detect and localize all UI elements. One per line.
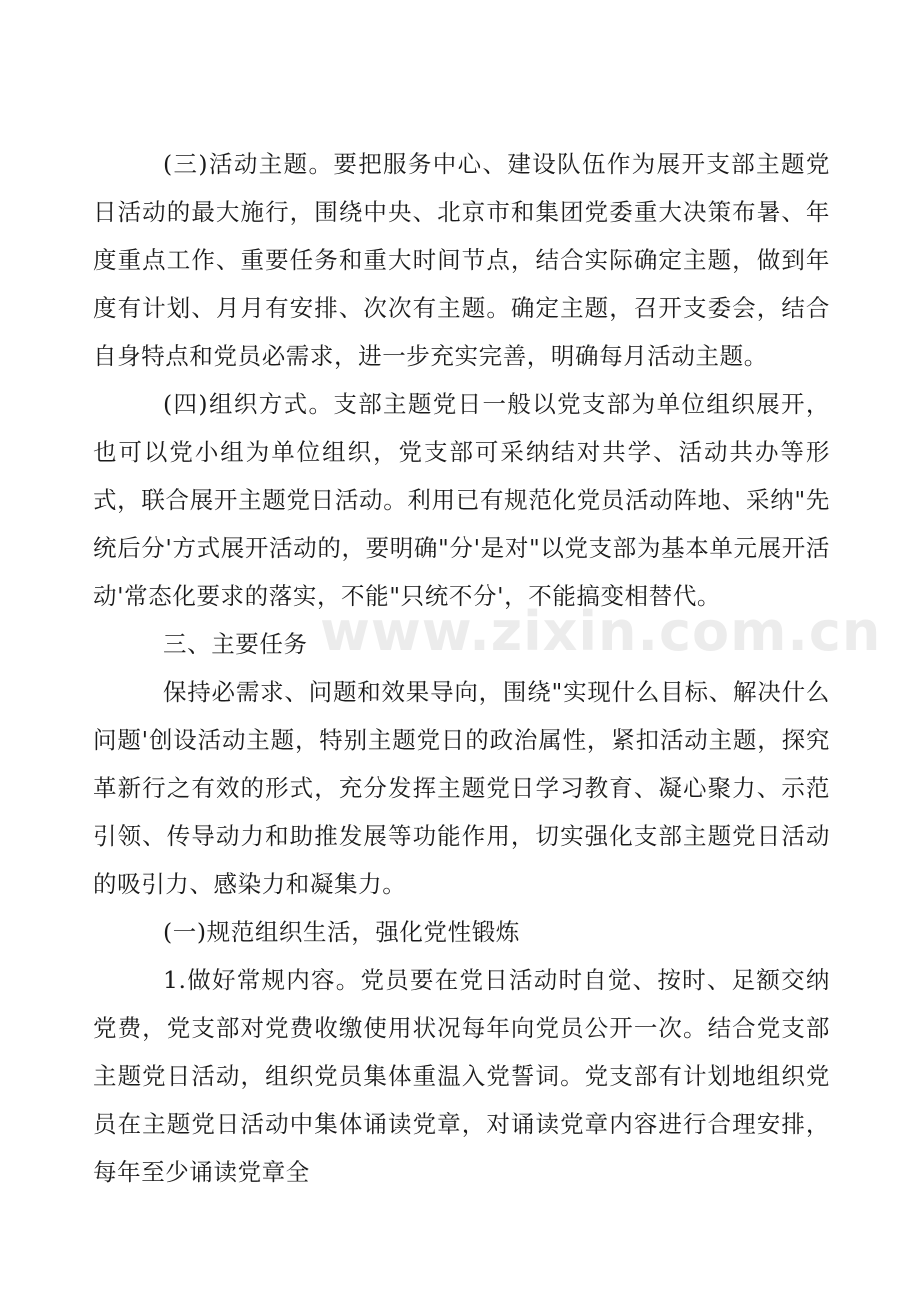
paragraph-routine-content: 1.做好常规内容。党员要在党日活动时自觉、按时、足额交纳党费，党支部对党费收缴使用状况每年向党员公开一次。结合党支部主题党日活动，组织党员集体重温入党誓词。党支部有计划地组织党员在主题党日活动中集体诵读党章，对诵读党章内容进行合理安排，每年至少诵读党章全 [93,966,830,1186]
document-body [93,140,830,1196]
section-heading-main-tasks: 三、主要任务 [163,630,308,658]
watermark: www.zixin.com.cn [320,600,882,663]
paragraph-task-overview: 保持必需求、问题和效果导向，围绕"实现什么目标、解决什么问题'创设活动主题，特别主题党日的政治属性，紧扣活动主题，探究革新行之有效的形式，充分发挥主题党日学习教育、凝心聚力、示范引领、传导动力和助推发展等功能作用，切实强化支部主题党日活动的吸引力、感染力和凝集力。 [93,678,830,898]
paragraph-organization-method: (四)组织方式。支部主题党日一般以党支部为单位组织展开，也可以党小组为单位组织，党支部可采纳结对共学、活动共办等形式，联合展开主题党日活动。利用已有规范化党员活动阵地、采纳"先统后分'方式展开活动的，要明确"分'是对"以党支部为基本单元展开活动'常态化要求的落实，不能"只统不分'，不能搞变相替代。 [93,390,830,610]
paragraph-activity-theme: (三)活动主题。要把服务中心、建设队伍作为展开支部主题党日活动的最大施行，围绕中央、北京市和集团党委重大决策布暑、年度重点工作、重要任务和重大时间节点，结合实际确定主题，做到年度有计划、月月有安排、次次有主题。确定主题，召开支委会，结合自身特点和党员必需求，进一步充实完善，明确每月活动主题。 [93,150,830,370]
subheading-standardize-organization: (一)规范组织生活，强化党性锻炼 [163,918,520,946]
